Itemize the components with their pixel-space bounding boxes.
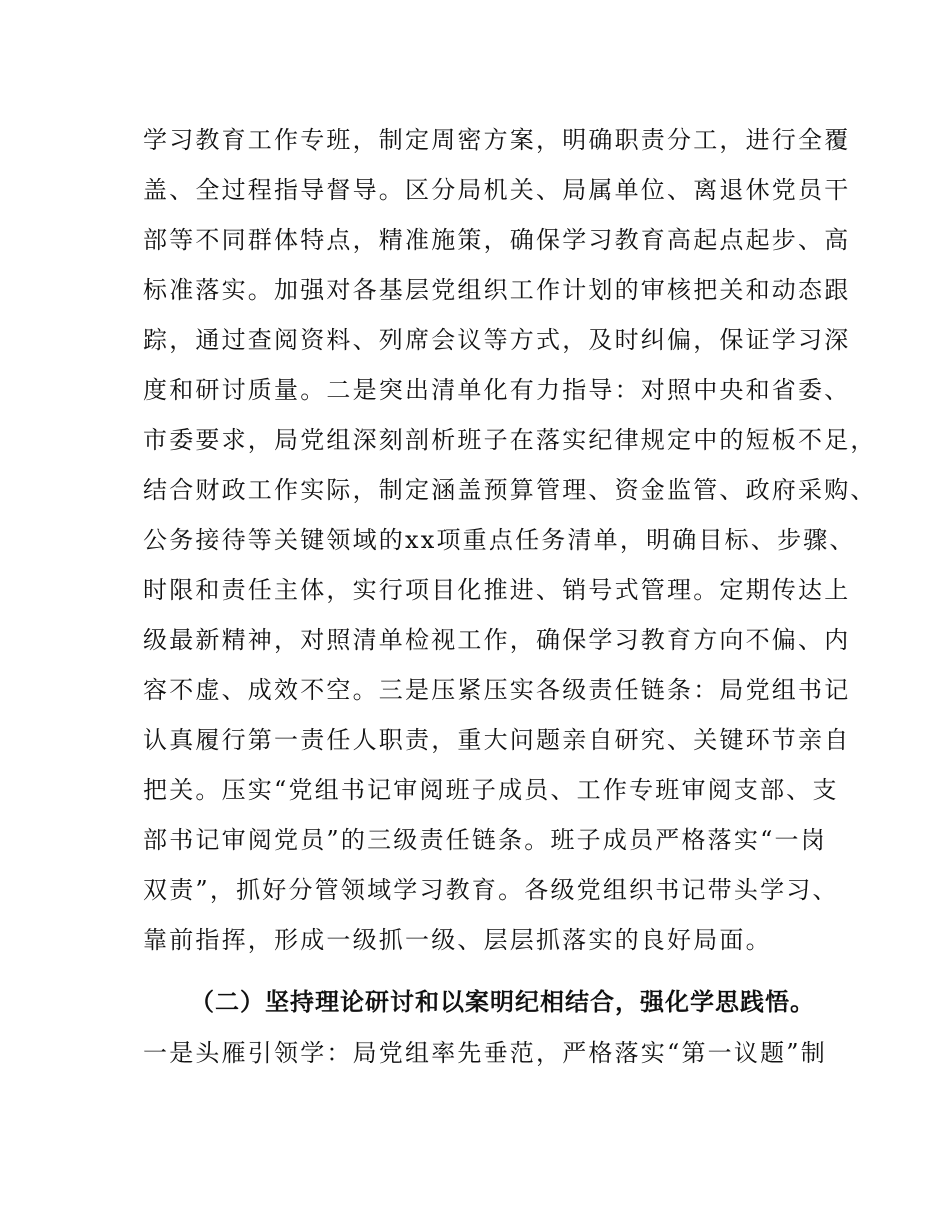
text-line: 踪，通过查阅资料、列席会议等方式，及时纠偏，保证学习深	[143, 326, 851, 354]
text-line: 把关。压实“党组书记审阅班子成员、工作专班审阅支部、支	[143, 776, 839, 804]
text-line: 级最新精神，对照清单检视工作，确保学习教育方向不偏、内	[143, 626, 851, 654]
text-line: 双责”，抓好分管领域学习教育。各级党组织书记带头学习、	[143, 876, 839, 904]
section-heading: （二）坚持理论研讨和以案明纪相结合，强化学思践悟。	[190, 988, 815, 1016]
text-line: 盖、全过程指导督导。区分局机关、局属单位、离退休党员干	[143, 176, 851, 204]
text-line: 学习教育工作专班，制定周密方案，明确职责分工，进行全覆	[143, 126, 851, 154]
text-line: 部书记审阅党员”的三级责任链条。班子成员严格落实“一岗	[143, 826, 827, 854]
text-line: 认真履行第一责任人职责，重大问题亲自研究、关键环节亲自	[143, 726, 851, 754]
text-line: 标准落实。加强对各基层党组织工作计划的审核把关和动态跟	[143, 276, 851, 304]
text-line: 度和研讨质量。二是突出清单化有力指导：对照中央和省委、	[143, 376, 851, 404]
text-line: 靠前指挥，形成一级抓一级、层层抓落实的良好局面。	[143, 926, 772, 954]
text-line: 市委要求，局党组深刻剖析班子在落实纪律规定中的短板不足，	[143, 426, 877, 454]
text-line: 部等不同群体特点，精准施策，确保学习教育高起点起步、高	[143, 226, 851, 254]
text-line: 一是头雁引领学：局党组率先垂范，严格落实“第一议题”制	[143, 1039, 827, 1067]
text-line: 容不虚、成效不空。三是压紧压实各级责任链条：局党组书记	[143, 676, 851, 704]
text-line: 结合财政工作实际，制定涵盖预算管理、资金监管、政府采购、	[143, 476, 877, 504]
text-line: 时限和责任主体，实行项目化推进、销号式管理。定期传达上	[143, 576, 851, 604]
text-line: 公务接待等关键领域的xx项重点任务清单，明确目标、步骤、	[143, 526, 856, 554]
